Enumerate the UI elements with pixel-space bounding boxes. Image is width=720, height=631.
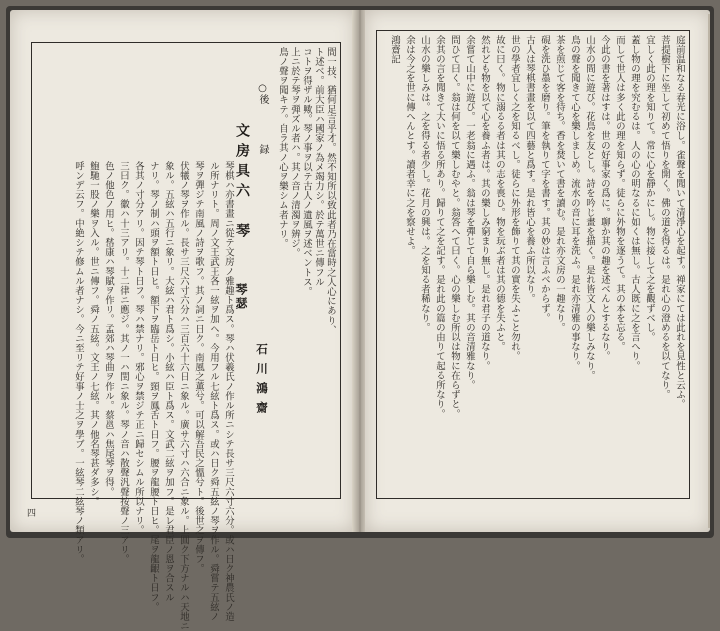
body-column-9: 色ノ他色ノ用ヒ。嵆康ハ琴賦ヲ作リ。孟郊ハ琴曲ヲ作ル。蔡邕ハ焦尾琴ヲ得。 [103,161,114,497]
right-column-14: 然れども物を以て心を養ふ者は。其の樂しみ窮まり無し。是れ君子の道なり。 [479,35,490,371]
right-column-7: 山水の間に遊び。花鳥を友とし。詩を吟じ畫を描く。是れ皆文人の樂しみなり。 [584,35,595,381]
right-column-19: 余は今之を世に傳へんとす。讀者幸に之を察せよ。 [404,35,415,256]
body-column-2: ル所ナリト。周ノ文王武王各一絃ヲ加ヘ。今用フル七絃ト爲ス。或ハ日ク舜五絃ノ琴ヲ作ル。舜嘗テ五絃ノ [208,161,219,622]
body-column-6: ナリ。琴ノ制ハ頭ヲ額ト日ヒ。額下ヲ臨岳ト日ヒ。頸ヲ鳳舌ト日フ。腰ヲ龍腰ト日ヒ。尾ヲ龍齦ト日フ。 [148,161,159,612]
body-column-1: 琴棋ハ亦書畫ニ從テ文房ノ雅趣ト爲ス。琴ハ伏羲氏ノ作ル所ニシテ長サ三尺六寸六分。或ハ日ク神農氏ノ造 [223,161,234,622]
body-column-11: 呼ンデ云フ。中絶シテ修ムル者ナシ。今ニ至リテ好事ノ士之ヲ學ブ。一絃琴二絃琴ノ類アリ。 [73,161,84,564]
right-column-4: 蓋し物の理を究むるは。人の心の明なるに如くは無し。古人既に之を言へり。 [629,35,640,371]
author-name: 石川鴻齋 [255,343,269,421]
right-column-1: 庭前温和なる春光に浴し。雀聲を聞いて清淨心を起す。禅家にては此れを見性と云ふ。 [674,35,685,410]
right-column-2: 菩提樹下に坐して初めて悟りを開く。佛の道を得るは。是れ心の澄めるを以てなり。 [659,35,670,400]
page-edge [708,14,710,528]
right-column-13: 故に曰く。物に溺るる者は其の志を喪ひ。物を玩ぶ者は其の德を失ふと。 [494,35,505,352]
right-column-11: 古人は琴棋書畫を以て四藝と爲す。是れ皆心を養ふ所以なり。 [524,35,535,304]
right-column-17: 余其の言を聞きて大いに悟る所あり。歸りて之を記す。是れ此の篇の由りて起る所なり。 [434,35,445,419]
section-title: 文房具六 琴 [234,123,250,243]
body-column-10: 鮑馳一股ノ樂ヲ入ル。世ニ傳フ。舜ノ五絃。文王ノ七絃。其ノ他名琴甚ダ多シ。 [88,161,99,507]
left-column-1: 間一技、猶何足言乎才。然不知所以致此者乃在當時之人心にあり、 [325,47,336,335]
left-text-frame [31,42,341,631]
right-column-3: 宜しく此の理を知りて。常に心を靜かにし。物に接して之を觀ずべし。 [644,35,655,342]
left-column-4: 上ニ於テ琴ヲ弾ズル者ハ。其ノ音ノ清濁ヲ辨ジ。 [289,47,300,258]
right-column-9: 茶を煎じて客を待ち。香を焚いて書を讀む。是れ亦文房の一趣なり。 [554,35,565,333]
right-column-20: 鴻齋記 [389,35,400,64]
body-column-3: 琴ヲ彈ジテ南風ノ詩ヲ歌フ。其ノ詞ニ日ク。南風之薫兮。可以解吾民之慍兮ト。後世之ヲ傳フ。 [193,161,204,574]
left-column-5: 鳥ノ聲ヲ聞キテ。自ラ其ノ心ヲ樂シム者ナリ。 [277,47,288,249]
body-column-4: 伏犧ノ琴ヲ作ル。長サ三尺六寸六分ハ三百六十六日ニ象ル。廣サ六寸ハ六合ニ象ル。上圓ク下方ナルハ天地ニ [178,161,189,631]
left-column-3: コトヲ得ザル歟。琴ノ事ヲ以テ古人ノ遺風ヲ述ベントス。 [301,47,312,297]
right-column-12: 世の學者宜しく之を知るべし。徒らに外形を飾りて其の實を失ふこと勿れ。 [509,35,520,362]
body-column-7: 各其ノ寸分アリ。因テ琴ト日フ。琴ハ禁ナリ。邪心ヲ禁ジテ正ニ歸セシムル所以ナリ。 [133,161,144,536]
right-column-18: 山水の樂しみは。之を得る者少し。花月の興は。之を知る者稀なり。 [419,35,430,333]
right-column-16: 問ひて曰く。翁は何を以て樂しむやと。翁答へて曰く。心の樂しむ所以は物に在らずと。 [449,35,460,419]
right-column-5: 而して世人は多く此の理を知らず。徒らに外物を逐うて。其の本を忘る。 [614,35,625,352]
right-column-8: 鳥の聲を聞きて心を樂しましめ。流水の音に耳を洗ふ。是れ亦清雅の事なり。 [569,35,580,371]
body-column-5: 象ル。五絃ハ五行ニ象リ。大絃ハ君ト爲シ。小絃ハ臣ト爲ス。文武二絃ヲ加フ。是レ君臣ノ恩ヲ合スル [163,161,174,603]
circle-marker: ○後 録 [257,83,268,154]
right-column-6: 今此の書を著はすは。世の好事家の爲に。聊か其の趣を述べんとするなり。 [599,35,610,362]
left-column-2: ト述ベ。前大臣ハ國家ノ為メ竭力シ。於テ萬世ニ傳フル [313,47,324,287]
section-subtitle: 琴瑟 [234,283,248,311]
right-text-frame [376,30,690,499]
page-number: 四 [25,508,35,517]
right-column-15: 余嘗て山中に遊び。一老翁に遇ふ。翁は琴を彈じて自ら樂しむ。其の音清雅なり。 [464,35,475,390]
body-column-8: 三曰ク。徽ハ十三アリ。十二律ニ應ジ。其ノ一ハ閏ニ象ル。琴ノ音ハ散聲汎聲按聲ノ三アリ。 [118,161,129,564]
right-column-10: 硯を洗ひ墨を磨り。筆を執りて字を書す。其の妙は言ふべからず。 [539,35,550,323]
